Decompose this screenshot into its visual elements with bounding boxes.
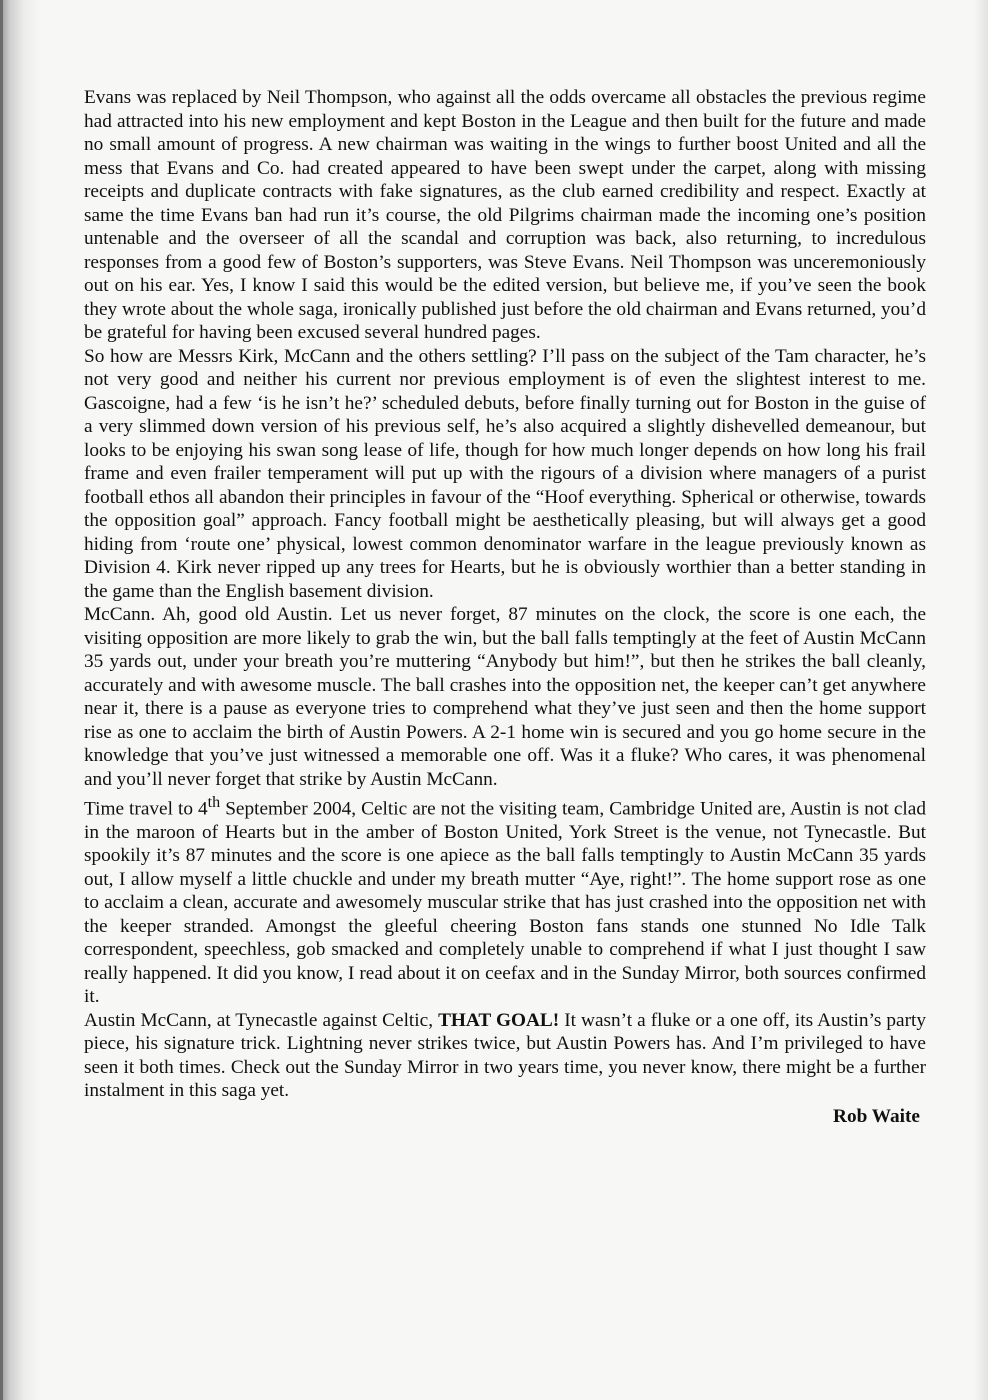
paragraph-4-start: Time travel to 4: [84, 798, 208, 820]
article-body: [84, 86, 926, 1128]
paragraph-4-rest: September 2004, Celtic are not the visiting team, Cambridge United are, Austin is not clad in the maroon of Hearts but in the amber of Boston United, York Street is the venue, not Tynecastle. But spookily it’s 87 minutes and the score is one apiece as the ball falls temptingly to Austin McCann 35 yards out, I allow myself a little chuckle and under my breath mutter “Aye, right!”. The home support rose as one to acclaim a clean, accurate and awesomely muscular strike that has just crashed into the opposition net with the keeper stranded. Amongst the gleeful cheering Boston fans stands one stunned No Idle Talk correspondent, speechless, gob smacked and completely unable to comprehend if what I just thought I saw really happened. It did you know, I read about it on ceefax and in the Sunday Mirror, both sources confirmed it.: [84, 798, 926, 1008]
paragraph-5-start: Austin McCann, at Tynecastle against Celtic,: [84, 1009, 439, 1031]
page-right-edge: [974, 0, 988, 1400]
paragraph-5-emphasis: THAT GOAL!: [438, 1009, 560, 1031]
paragraph-3: McCann. Ah, good old Austin. Let us never forget, 87 minutes on the clock, the score is one each, the visiting opposition are more likely to grab the win, but the ball falls temptingly at the feet of Austin McCann 35 yards out, under your breath you’re muttering “Anybody but him!”, but then he strikes the ball cleanly, accurately and with awesome muscle. The ball crashes into the opposition net, the keeper can’t get anywhere near it, there is a pause as everyone tries to comprehend what they’ve just seen and then the home support rise as one to acclaim the birth of Austin Powers. A 2-1 home win is secured and you go home secure in the knowledge that you’ve just witnessed a memorable one off. Was it a fluke? Who cares, it was phenomenal and you’ll never forget that strike by Austin McCann.: [84, 604, 926, 790]
page-spine-shadow: [0, 0, 40, 1400]
paragraph-5: [84, 1009, 926, 1103]
paragraph-1: Evans was replaced by Neil Thompson, who against all the odds overcame all obstacles the previous regime had attracted into his new employment and kept Boston in the League and then built for the future and made no small amount of progress. A new chairman was waiting in the wings to further boost United and all the mess that Evans and Co. had created appeared to have been swept under the carpet, along with missing receipts and duplicate contracts with fake signatures, as the club earned credibility and respect. Exactly at same the time Evans ban had run it’s course, the old Pilgrims chairman made the incoming one’s position untenable and the overseer of all the scandal and corruption was back, also returning, to incredulous responses from a good few of Boston’s supporters, was Steve Evans. Neil Thompson was unceremoniously out on his ear. Yes, I know I said this would be the edited version, but believe me, if you’ve seen the book they wrote about the whole saga, ironically published just before the old chairman and Evans returned, you’d be grateful for having been excused several hundred pages.: [84, 87, 926, 343]
paragraph-5-rest: It wasn’t a fluke or a one off, its Austin’s party piece, his signature trick. Lightning never strikes twice, but Austin Powers has. And I’m privileged to have seen it both times. Check out the Sunday Mirror in two years time, you never know, there might be a further instalment in this saga yet.: [84, 1009, 927, 1102]
paragraph-2: So how are Messrs Kirk, McCann and the others settling? I’ll pass on the subject of the Tam character, he’s not very good and neither his current nor previous employment is of even the slightest interest to me. Gascoigne, had a few ‘is he isn’t he?’ scheduled debuts, before finally turning out for Boston in the guise of a very slimmed down version of his previous self, he’s also acquired a slightly dishevelled demeanour, but looks to be enjoying his swan song lease of life, though for how much longer depends on how long his frail frame and even frailer temperament will put up with the rigours of a division where managers of a purist football ethos all abandon their principles in favour of the “Hoof everything. Spherical or otherwise, towards the opposition goal” approach. Fancy football might be aesthetically pleasing, but will always get a good hiding from ‘route one’ physical, lowest common denominator warfare in the league previously known as Division 4. Kirk never ripped up any trees for Hearts, but he is obviously worthier than a better standing in the game than the English basement division.: [84, 345, 926, 602]
author-signature: Rob Waite: [833, 1105, 920, 1127]
page-binding-edge: [0, 0, 3, 1400]
paragraph-4-ordinal-suffix: th: [207, 794, 221, 811]
paragraph-4: [84, 791, 926, 1009]
